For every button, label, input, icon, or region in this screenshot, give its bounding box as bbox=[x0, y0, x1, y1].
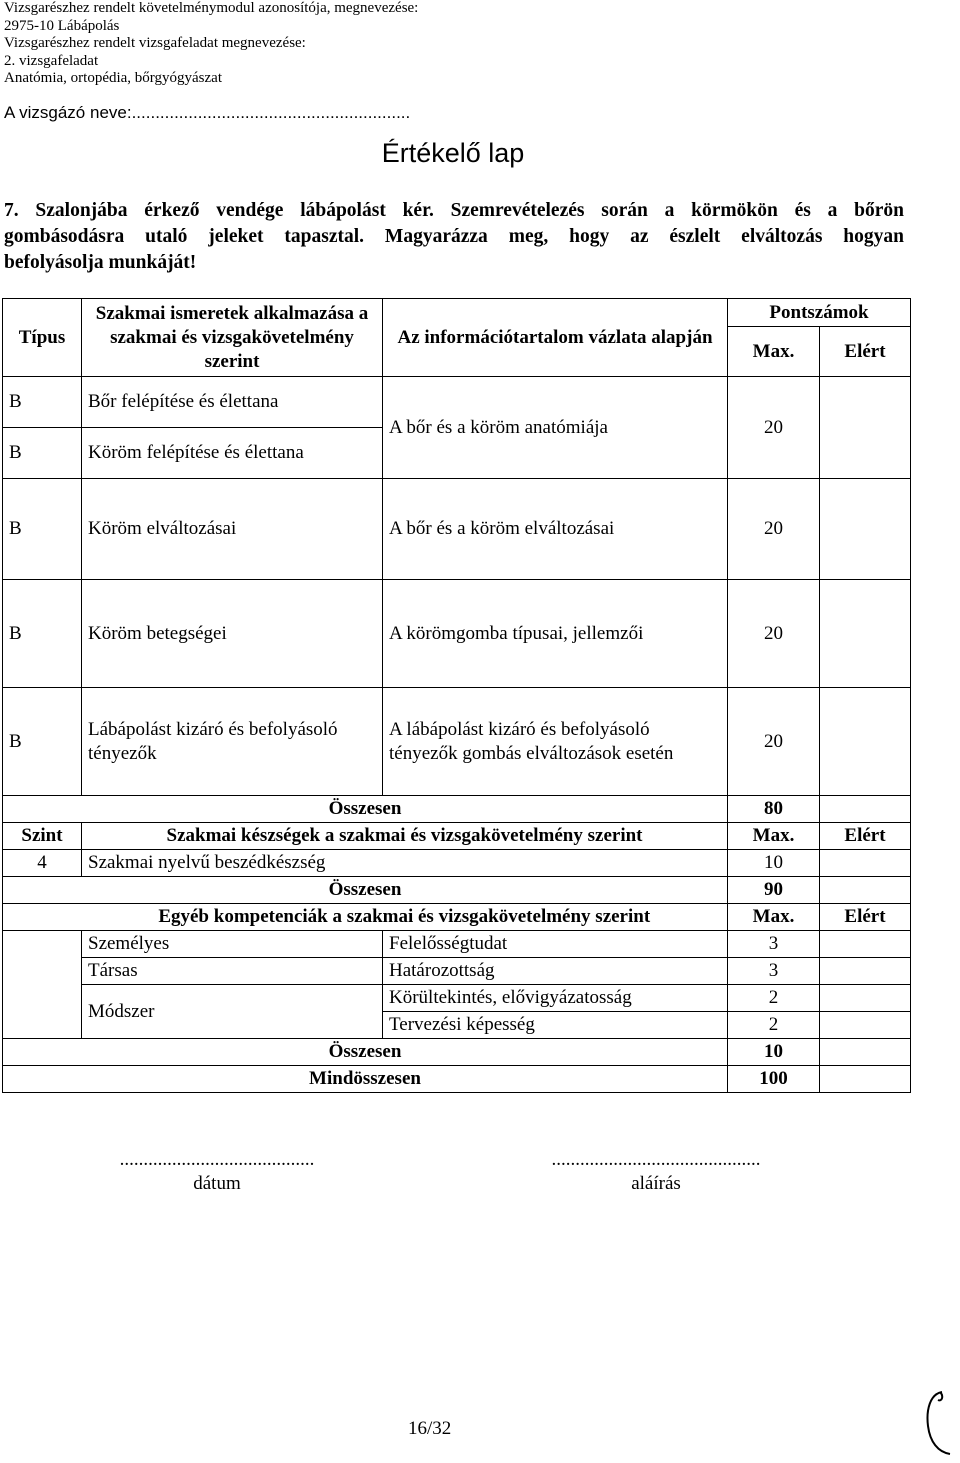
row-achieved-cell[interactable] bbox=[820, 688, 911, 796]
competency-blank-cell bbox=[3, 958, 82, 985]
total-value: 80 bbox=[728, 796, 820, 823]
row-max: 20 bbox=[728, 688, 820, 796]
header-max: Max. bbox=[728, 327, 820, 377]
signature-label: aláírás bbox=[631, 1173, 681, 1194]
grand-total-achieved-cell[interactable] bbox=[820, 1066, 911, 1093]
total-label: Összesen bbox=[3, 1039, 728, 1066]
row-type: B bbox=[3, 580, 82, 688]
competency-achieved-cell[interactable] bbox=[820, 1012, 911, 1039]
competency-title: Egyéb kompetenciák a szakmai és vizsgakövetelmény szerint bbox=[82, 904, 728, 931]
row-outline: A bőr és a köröm elváltozásai bbox=[383, 479, 728, 580]
competency-blank-cell bbox=[3, 985, 82, 1039]
row-knowledge: Köröm elváltozásai bbox=[82, 479, 383, 580]
row-knowledge: Köröm betegségei bbox=[82, 580, 383, 688]
skill-level: 4 bbox=[3, 850, 82, 877]
task-line-2: gombásodásra utaló jeleket tapasztal. Magyarázza meg, hogy az észlelt elváltozás hogyan bbox=[4, 226, 904, 247]
header-line-module: 2975-10 Lábápolás bbox=[4, 17, 120, 34]
total-label: Összesen bbox=[3, 796, 728, 823]
total-value: 90 bbox=[728, 877, 820, 904]
header-outline: Az információtartalom vázlata alapján bbox=[383, 299, 728, 377]
skill-achieved-cell[interactable] bbox=[820, 850, 911, 877]
competency-achieved-cell[interactable] bbox=[820, 958, 911, 985]
competency-name: Körültekintés, elővigyázatosság bbox=[383, 985, 728, 1012]
total-value: 10 bbox=[728, 1039, 820, 1066]
competency-max-header: Max. bbox=[728, 904, 820, 931]
skills-level-header: Szint bbox=[3, 823, 82, 850]
row-type: B bbox=[3, 377, 82, 428]
competency-max: 2 bbox=[728, 1012, 820, 1039]
row-achieved-cell[interactable] bbox=[820, 479, 911, 580]
competency-achieved-cell[interactable] bbox=[820, 931, 911, 958]
skills-achieved-header: Elért bbox=[820, 823, 911, 850]
skill-name: Szakmai nyelvű beszédkészség bbox=[82, 850, 728, 877]
header-achieved: Elért bbox=[820, 327, 911, 377]
competency-name: Határozottság bbox=[383, 958, 728, 985]
competency-row bbox=[3, 931, 911, 958]
grand-total-value: 100 bbox=[728, 1066, 820, 1093]
table-row bbox=[3, 377, 911, 428]
total-row bbox=[3, 877, 911, 904]
task-description bbox=[4, 198, 904, 276]
header-line-task: 2. vizsgafeladat bbox=[4, 52, 99, 69]
competency-group: Módszer bbox=[82, 985, 383, 1039]
document-header bbox=[4, 0, 418, 88]
total-label: Összesen bbox=[3, 877, 728, 904]
row-max: 20 bbox=[728, 479, 820, 580]
row-outline: A körömgomba típusai, jellemzői bbox=[383, 580, 728, 688]
task-line-3: befolyásolja munkáját! bbox=[4, 252, 197, 273]
row-max: 20 bbox=[728, 580, 820, 688]
table-row bbox=[3, 580, 911, 688]
row-type: B bbox=[3, 428, 82, 479]
table-row bbox=[3, 688, 911, 796]
date-dots[interactable]: ......................................... bbox=[119, 1149, 315, 1170]
competency-blank-cell bbox=[3, 904, 82, 931]
row-knowledge: Lábápolást kizáró és befolyásoló tényezők bbox=[82, 688, 383, 796]
initials-mark-icon bbox=[920, 1388, 956, 1458]
total-achieved-cell[interactable] bbox=[820, 1039, 911, 1066]
header-line-task-label: Vizsgarészhez rendelt vizsgafeladat megnevezése: bbox=[4, 35, 306, 52]
competency-name: Tervezési képesség bbox=[383, 1012, 728, 1039]
table-header-row bbox=[3, 299, 911, 327]
header-type: Típus bbox=[3, 299, 82, 377]
page-title: Értékelő lap bbox=[381, 138, 525, 168]
skills-header-row bbox=[3, 823, 911, 850]
competency-row bbox=[3, 985, 911, 1012]
skills-row bbox=[3, 850, 911, 877]
competency-row bbox=[3, 958, 911, 985]
row-outline: A lábápolást kizáró és befolyásoló tényezők gombás elváltozások esetén bbox=[383, 688, 728, 796]
row-achieved-cell[interactable] bbox=[820, 377, 911, 479]
row-achieved-cell[interactable] bbox=[820, 580, 911, 688]
date-label: dátum bbox=[193, 1173, 241, 1194]
skills-max-header: Max. bbox=[728, 823, 820, 850]
signature-dots[interactable]: ............................................ bbox=[551, 1149, 761, 1170]
competency-blank-cell bbox=[3, 931, 82, 958]
row-type: B bbox=[3, 688, 82, 796]
skill-max: 10 bbox=[728, 850, 820, 877]
competency-group: Társas bbox=[82, 958, 383, 985]
total-row bbox=[3, 796, 911, 823]
row-outline: A bőr és a köröm anatómiája bbox=[383, 377, 728, 479]
date-signature-block bbox=[86, 1148, 348, 1196]
task-line-1: 7. Szalonjába érkező vendége lábápolást kér. Szemrevételezés során a körmökön és a bőrön bbox=[4, 200, 904, 221]
header-points: Pontszámok bbox=[728, 299, 911, 327]
competency-achieved-cell[interactable] bbox=[820, 985, 911, 1012]
header-line-subject: Anatómia, ortopédia, bőrgyógyászat bbox=[4, 70, 222, 87]
row-type: B bbox=[3, 479, 82, 580]
table-row bbox=[3, 479, 911, 580]
competency-group: Személyes bbox=[82, 931, 383, 958]
examinee-name-field[interactable]: A vizsgázó neve:........................................................... bbox=[4, 103, 411, 122]
row-max: 20 bbox=[728, 377, 820, 479]
competency-name: Felelősségtudat bbox=[383, 931, 728, 958]
total-achieved-cell[interactable] bbox=[820, 877, 911, 904]
total-row bbox=[3, 1039, 911, 1066]
total-achieved-cell[interactable] bbox=[820, 796, 911, 823]
competency-header-row bbox=[3, 904, 911, 931]
competency-max: 3 bbox=[728, 931, 820, 958]
header-knowledge: Szakmai ismeretek alkalmazása a szakmai és vizsgakövetelmény szerint bbox=[82, 299, 383, 377]
competency-max: 2 bbox=[728, 985, 820, 1012]
grand-total-row bbox=[3, 1066, 911, 1093]
row-knowledge: Köröm felépítése és élettana bbox=[82, 428, 383, 479]
page-number: 16/32 bbox=[408, 1418, 452, 1439]
header-line-module-label: Vizsgarészhez rendelt követelménymodul azonosítója, megnevezése: bbox=[4, 0, 419, 16]
signature-block bbox=[525, 1148, 787, 1196]
competency-achieved-header: Elért bbox=[820, 904, 911, 931]
competency-max: 3 bbox=[728, 958, 820, 985]
skills-title: Szakmai készségek a szakmai és vizsgakövetelmény szerint bbox=[82, 823, 728, 850]
row-knowledge: Bőr felépítése és élettana bbox=[82, 377, 383, 428]
grand-total-label: Mindösszesen bbox=[3, 1066, 728, 1093]
evaluation-table bbox=[2, 298, 911, 1093]
